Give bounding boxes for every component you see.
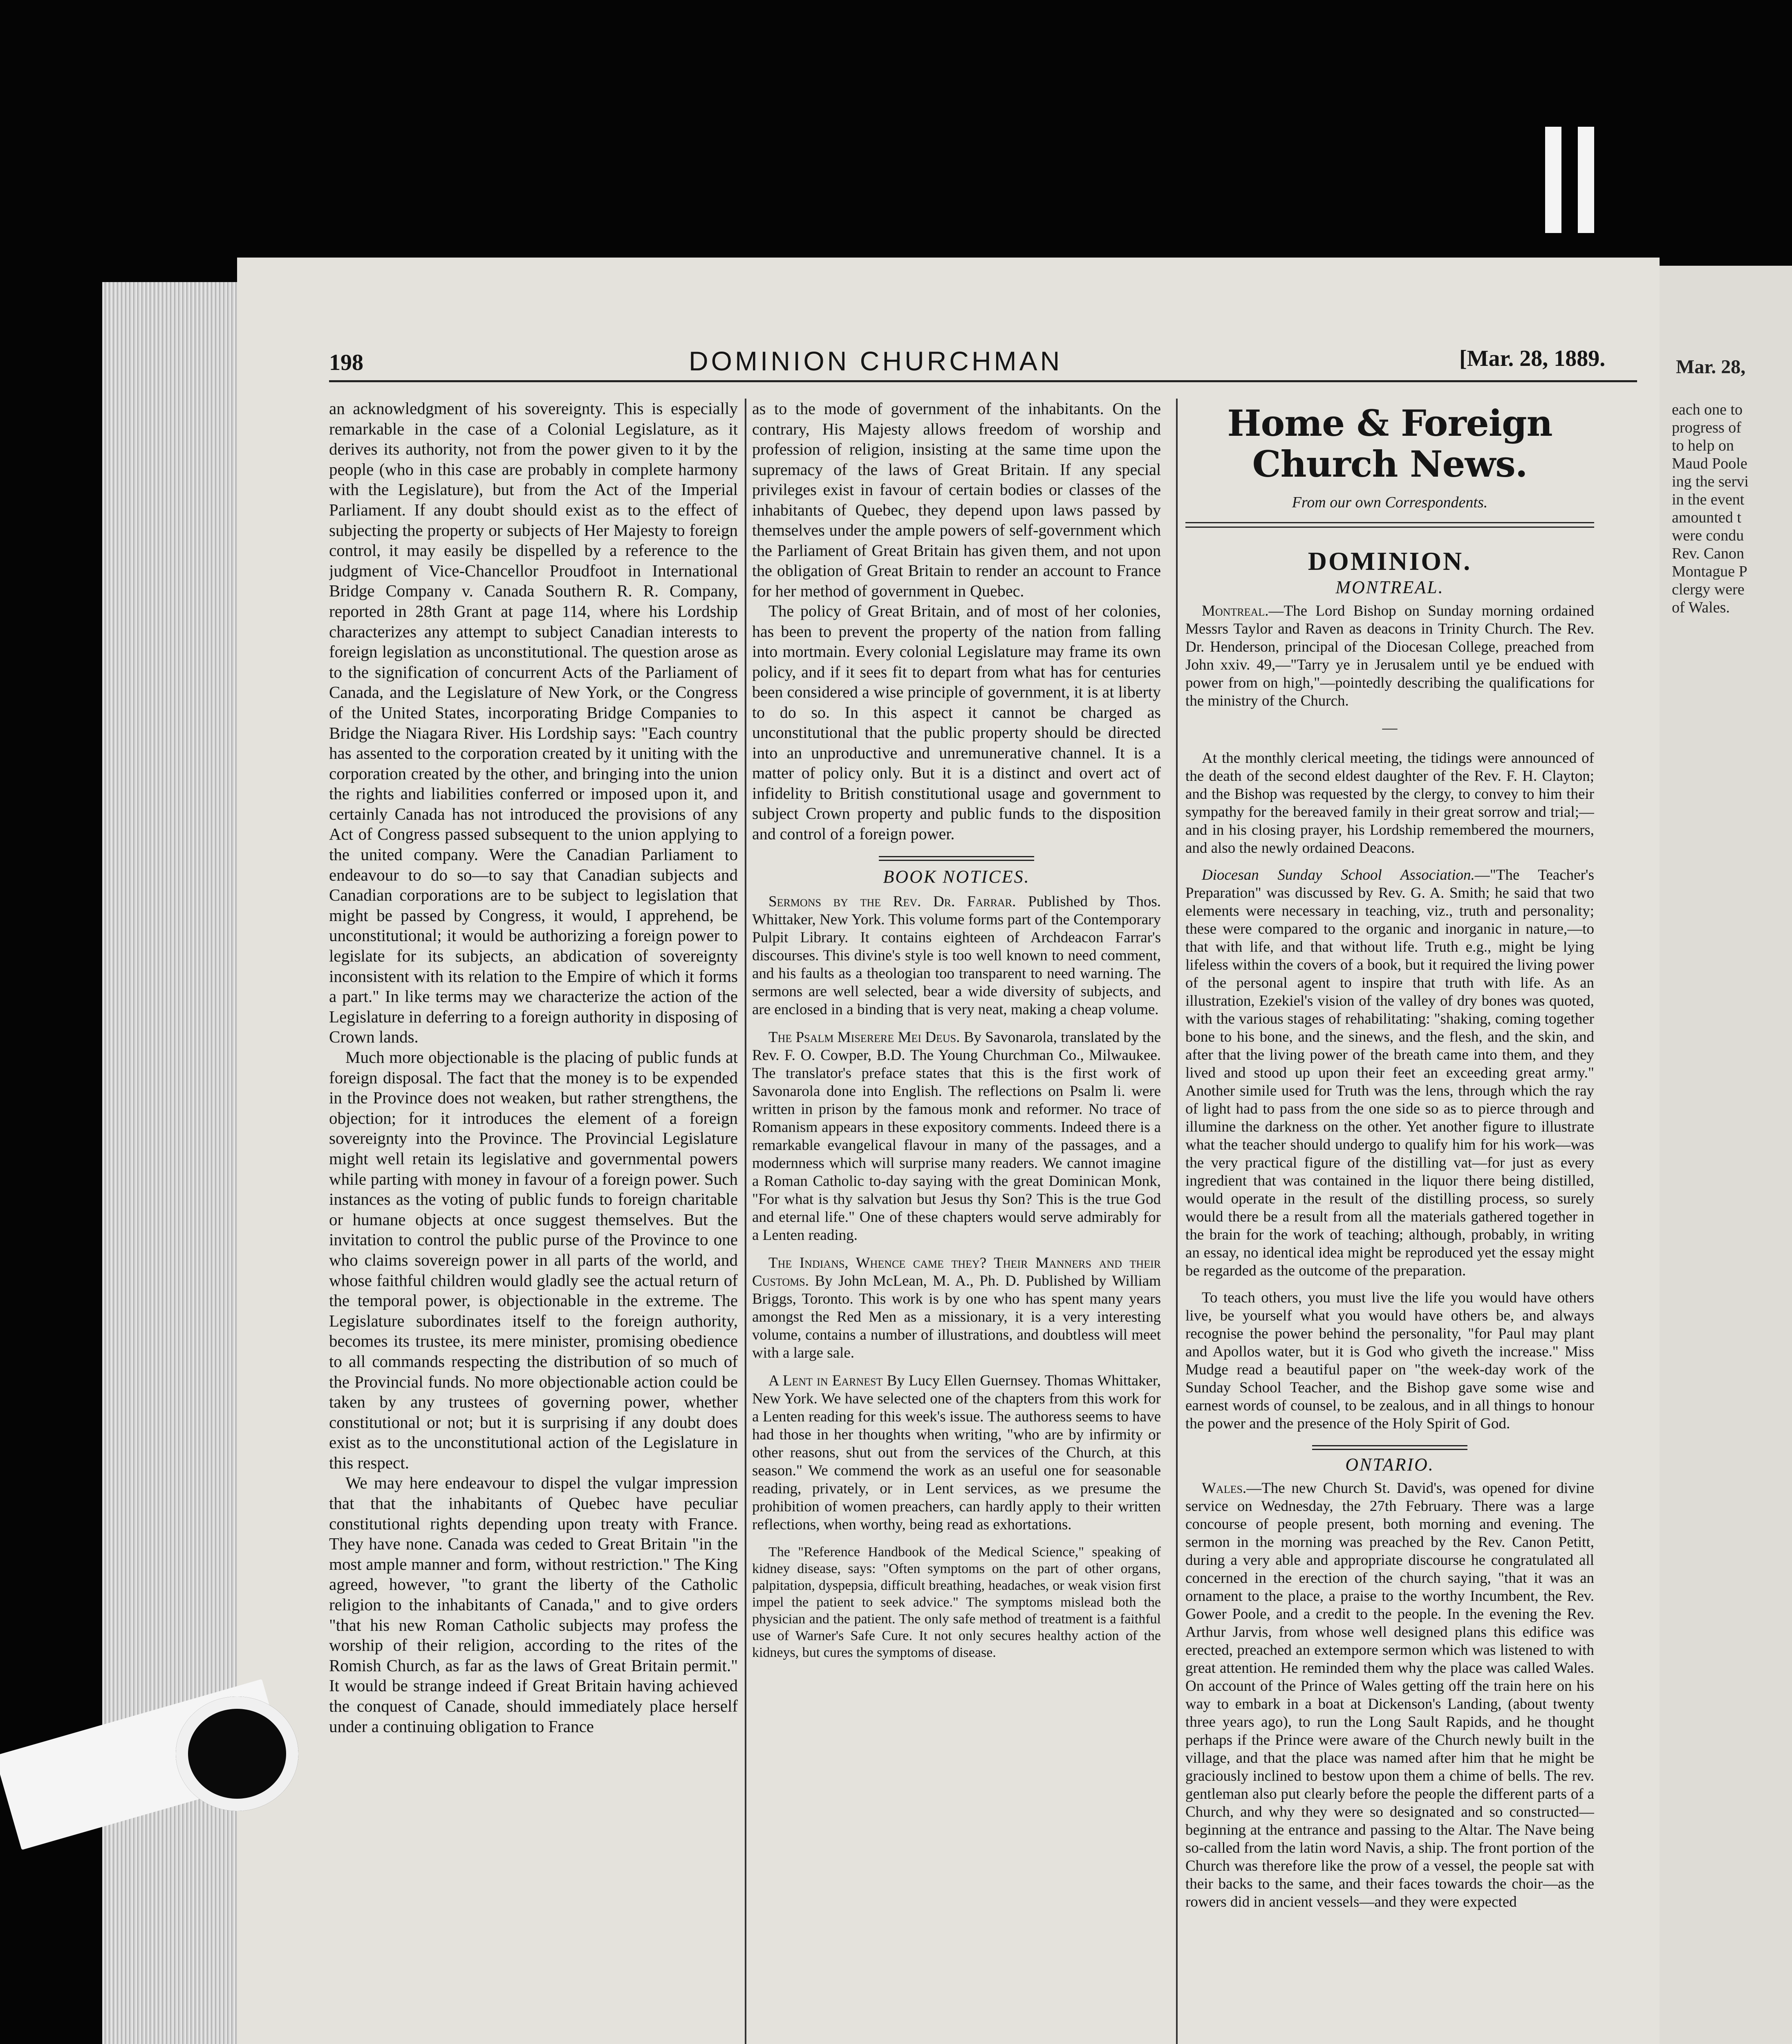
news-lead: Diocesan Sunday School Association. [1202, 867, 1475, 883]
book-notice [752, 1372, 1161, 1534]
next-page-line: Maud Poole [1672, 455, 1747, 472]
news-paragraph [1185, 866, 1594, 1280]
editorial-paragraph: an acknowledgment of his sovereignty. This is especially remarkable in the case of a Colonial Legislature, as it derives its authority, not from the power given to it by the people (who in this case are probably in complete harmony with the Legislature), but from the Act of the Imperial Parliament. If any doubt should exist as to the effect of subjecting the property or subjects of Her Majesty to foreign control, it may easily be dispelled by a reference to the judgment of Vice-Chancellor Proudfoot in International Bridge Company v. Canada Southern R. R. Company, reported in 28th Grant at page 114, where his Lordship characterizes any attempt to subject Canadian interests to foreign legislation as unconstitutional. The question arose as to the signification of concurrent Acts of the Parliament of Canada, and the Legislature of New York, or the Congress of the United States, incorporating Bridge Companies to Bridge the Niagara River. His Lordship says: "Each country has assented to the corporation created by it uniting with the corporation created by the other, and bringing into the union the rights and liabilities conferred or imposed upon it, and certainly Canada has not introduced the provisions of any Act of Congress passed subsequent to the union applying to the united company. Were the Canadian Parliament to endeavour to do so—to say that Canadian subjects and Canadian corporations are to be subject to legislation that might be passed by Congress, it would, I apprehend, be unconstitutional; it would be authorizing a foreign power to legislate for its subjects, an abdication of sovereignty inconsistent with its relation to the Empire of which it forms a part." In like terms may we characterize the action of the Legislature in deferring to a foreign authority in disposing of Crown lands. [329, 399, 738, 1047]
book-notice [752, 893, 1161, 1019]
ontario-heading: ONTARIO. [1345, 1455, 1434, 1475]
montreal-heading: MONTREAL. [1335, 577, 1444, 597]
news-lead: Montreal. [1202, 603, 1269, 619]
next-page-line: to help on [1672, 437, 1734, 454]
dominion-heading: DOMINION. [1308, 547, 1472, 576]
publication-title: DOMINION CHURCHMAN [689, 346, 1063, 376]
book-notice [752, 1254, 1161, 1362]
next-page-header: Mar. 28, [1676, 356, 1746, 378]
news-text: —"The Teacher's Preparation" was discussed by Rev. G. A. Smith; he said that two elements were necessary in teaching, viz., truth and personality; these were compared to the organic and inorganic in nature,—to that with life, and that without life. Truth e.g., might be lying lifeless within the covers of a book, but it required the living power of the personal agent to inspire that truth with life. As an illustration, Ezekiel's vision of the valley of dry bones was quoted, with the various stages of rehabilitating: "shaking, coming together bone to his bone, and the sinews, and the flesh, and the skin, and after that the living power of the breath came into them, and they lived and stood up upon their feet an exceeding great army." Another simile used for Truth was the lens, through which the ray of light had to pass from the one side so as to pierce through and illumine the darkness on the other. Yet another figure to illustrate what the teacher should undergo to qualify him for his work—was the very practical figure of the distilling vat—for just as every ingredient that was contained in the liquor there being distilled, would operate in the result of the distilling process, so surely would there be a result from all the materials gathered together in the brain for the work of teaching; although, probably, in writing an essay, no identical idea might be reproduced yet the essay might be regarded as the outcome of the preparation. [1185, 867, 1594, 1279]
editorial-paragraph: We may here endeavour to dispel the vulgar impression that that the inhabitants of Quebec have peculiar constitutional rights depending upon treaty with France. They have none. Canada was ceded to Great Britain "in the most ample manner and form, without restriction." The King agreed, however, "to grant the liberty of the Catholic religion to the inhabitants of Canada," and to give orders "that his new Roman Catholic subjects may profess the worship of their religion, according to the rites of the Romish Church, as far as the laws of Great Britain permit." It would be strange indeed if Great Britain having achieved the conquest of Canade, should immediately place herself under a continuing obligation to France [329, 1473, 738, 1736]
news-paragraph [1185, 1479, 1594, 1911]
news-text: —The new Church St. David's, was opened for divine service on Wednesday, the 27th February. There was a large concourse of people present, both morning and evening. The sermon in the morning was preached by the Rev. Canon Petitt, during a very able and appropriate discourse he congratulated all concerned in the erection of the church saying, "that it was an ornament to the place, a praise to the worthy Incumbent, the Rev. Gower Poole, and a credit to the people. In the evening the Rev. Arthur Jarvis, from whose well designed plans this edifice was erected, preached an extempore sermon which was listened to with great attention. He reminded them why the place was called Wales. On account of the Prince of Wales getting off the train here on his way to embark in a boat at Dickenson's Landing, (about twenty three years ago), to run the Long Sault Rapids, and he thought perhaps if the Prince were aware of the Church newly built in the village, and that the place was named after him that he might be graciously inclined to bestow upon them a chime of bells. The rev. gentleman also put clearly before the people the different parts of a Church, and why they were so designated and so constructed—beginning at the entrance and passing to the Altar. The Nave being so-called from the latin word Navis, a ship. The front portion of the Church was therefore like the prow of a vessel, the people sat with their backs to the same, and their faces towards the choir—as the rowers did in ancient vessels—and they were expected [1185, 1480, 1594, 1910]
news-text: —The Lord Bishop on Sunday morning ordained Messrs Taylor and Raven as deacons in Trinity Church. The Rev. Dr. Henderson, principal of the Diocesan College, preached from John xxiv. 49,—"Tarry ye in Jerusalem until ye be endued with power from on high,"—pointedly describing the qualifications for the ministry of the Church. [1185, 603, 1594, 709]
next-page-line: Rev. Canon [1672, 545, 1744, 562]
notice-text: By Lucy Ellen Guernsey. Thomas Whittaker, New York. We have selected one of the chapters from this work for a Lenten reading for this week's issue. The authoress seems to have had those in her thoughts when writing, "who are by infirmity or other reasons, shut out from the services of the Church, at this season." We commend the work as an useful one for seasonable reading, privately, or in Lent services, as we presume the prohibition of women preachers, can hardly apply to their written reflections, when worthy, being read as exhortations. [752, 1372, 1161, 1533]
news-text: To teach others, you must live the life you would have others live, be yourself what you would have others be, and always recognise the power behind the personality, "for Paul may plant and Apollos water, but it is God who giveth the increase." Miss Mudge read a beautiful paper on "the week-day work of the Sunday School Teacher, and the Bishop gave some wise and earnest words of counsel, to be zealous, and in all things to honour the power and the presence of the Holy Spirit of God. [1185, 1289, 1594, 1432]
header-rule [329, 380, 1637, 382]
column-editorial [329, 399, 738, 2044]
next-page-line: progress of [1672, 419, 1741, 436]
advertisement-notice [752, 1544, 1161, 1661]
page-number: 198 [329, 350, 363, 375]
paragraph-dash: — [1382, 719, 1398, 736]
next-page-fragment [1660, 266, 1792, 2044]
correspondents-byline: From our own Correspondents. [1292, 494, 1488, 511]
news-paragraph [1185, 602, 1594, 710]
news-paragraph [1185, 749, 1594, 857]
next-page-line: of Wales. [1672, 599, 1730, 616]
book-notices-heading: BOOK NOTICES. [883, 867, 1030, 887]
notice-text: By Savonarola, translated by the Rev. F. O. Cowper, B.D. The Young Churchman Co., Milwaukee. The translator's preface states that this is the first work of Savonarola done into English. The reflections on Psalm li. were written in prison by the famous monk and reformer. No trace of Romanism appears in these expository comments. Indeed there is a remarkable evangelical flavour in many of the passages, and a modernness which will surprise many readers. We cannot imagine a Roman Catholic to-day saying with the great Dominican Monk, "For what is thy salvation but Jesus thy Son? This is the true God and eternal life." One of these chapters would serve admirably for a Lenten reading. [752, 1029, 1161, 1244]
issue-date: [Mar. 28, 1889. [1459, 346, 1606, 371]
next-page-line: ing the servi [1672, 473, 1749, 490]
film-mark-top-1 [1545, 127, 1561, 233]
news-lead: Wales. [1202, 1480, 1247, 1497]
newspaper-page [237, 258, 1660, 2044]
notice-text: The "Reference Handbook of the Medical Science," speaking of kidney disease, says: "Often symptoms on the part of other organs, palpitation, dyspepsia, difficult breathing, headaches, or weak vision first impel the patient to seek advice." The symptoms mislead both the physician and the patient. The only safe method of treatment is a faithful use of Warner's Safe Cure. It not only secures healthy action of the kidneys, but cures the symptoms of disease. [752, 1544, 1161, 1660]
film-mark-top-2 [1578, 127, 1594, 233]
column-rule [745, 399, 746, 2044]
next-page-line: were condu [1672, 527, 1744, 544]
masthead-rule [1185, 522, 1594, 528]
section-divider [879, 856, 1034, 861]
editorial-paragraph: The policy of Great Britain, and of most of her colonies, has been to prevent the property of the nation from falling into mortmain. Every colonial Legislature may frame its own policy, and if it sees fit to depart from what has for centuries been considered a wise principle of government, it is at liberty to do so. In this aspect it cannot be charged as unconstitutional that the public property should be directed into an unproductive and unremunerative channel. It is a matter of policy only. But it is a distinct and overt act of infidelity to British constitutional usage and government to subject Crown property and public funds to the disposition and control of a foreign power. [752, 602, 1161, 843]
column-rule [1176, 399, 1178, 2044]
news-paragraph [1185, 1289, 1594, 1433]
section-divider [1312, 1445, 1467, 1450]
column-editorial-continued [752, 399, 1161, 2044]
editorial-paragraph: as to the mode of government of the inhabitants. On the contrary, His Majesty allows freedom of worship and profession of religion, insisting at the same time upon the supremacy of the laws of Great Britain. If any special privileges exist in favour of certain bodies or classes of the inhabitants of Quebec, they depend upon laws passed by themselves under the ample powers of self-government which the Parliament of Great Britain has given them, and not upon the obligation of Great Britain to render an account to France for her method of government in Quebec. [752, 399, 1161, 600]
notice-lead: Sermons by the Rev. Dr. Farrar. [768, 893, 1016, 910]
editorial-paragraph: Much more objectionable is the placing of public funds at foreign disposal. The fact that the money is to be expended in the Province does not weaken, but rather strengthens, the objection; for it introduces the element of a foreign sovereignty into the Province. The Provincial Legislature might well retain its legislative and governmental powers while parting with money in favour of a foreign power. Such instances as the voting of public funds to foreign charitable or humane objects at once suggest themselves. But the invitation to control the public purse of the Province to one who claims sovereign power in all parts of the world, and whose faithful children would gladly see the actual return of the temporal power, is objectionable in the extreme. The Legislature subordinates itself to the foreign authority, becomes its trustee, its mere minister, promising obedience to all commands respecting the distribution of so much of the Provincial funds. No more objectionable action could be taken by any trustees of governing power, whether constitutional or not; but it is surprising if any doubt does exist as to the unconstitutional action of the Legislature in this respect. [329, 1048, 738, 1472]
next-page-line: Montague P [1672, 563, 1747, 580]
page-clip-head [176, 1697, 298, 1811]
notice-lead: The Indians, Whence came they? Their Manners and their Customs. [752, 1254, 1161, 1289]
news-text: At the monthly clerical meeting, the tidings were announced of the death of the second eldest daughter of the Rev. F. H. Clayton; and the Bishop was requested by the clergy, to convey to him their sympathy for the bereaved family in their great sorrow and trial;—and in his closing prayer, his Lordship remembered the mourners, and also the newly ordained Deacons. [1185, 750, 1594, 856]
notice-lead: The Psalm Miserere Mei Deus. [768, 1029, 960, 1046]
notice-lead: A Lent in Earnest [768, 1372, 883, 1389]
book-notice [752, 1029, 1161, 1244]
next-page-line: in the event [1672, 491, 1745, 508]
next-page-line: each one to [1672, 401, 1743, 418]
column-church-news [1185, 399, 1594, 2044]
next-page-line: amounted t [1672, 509, 1741, 526]
notice-text: Published by Thos. Whittaker, New York. This volume forms part of the Contemporary Pulpit Library. It contains eighteen of Archdeacon Farrar's discourses. This divine's style is too well known to need comment, and his faults as a theologian too transparent to need warning. The sermons are well selected, bear a wide diversity of subjects, and are enclosed in a binding that is very neat, making a cheap volume. [752, 893, 1161, 1018]
next-page-line: clergy were [1672, 581, 1745, 598]
notice-text: By John McLean, M. A., Ph. D. Published by William Briggs, Toronto. This work is by one who has spent many years amongst the Red Men as a missionary, it is a very interesting volume, contains a number of illustrations, and doubtless will meet with a large sale. [752, 1272, 1161, 1361]
church-news-masthead: Home & Foreign Church News. [1227, 402, 1552, 485]
